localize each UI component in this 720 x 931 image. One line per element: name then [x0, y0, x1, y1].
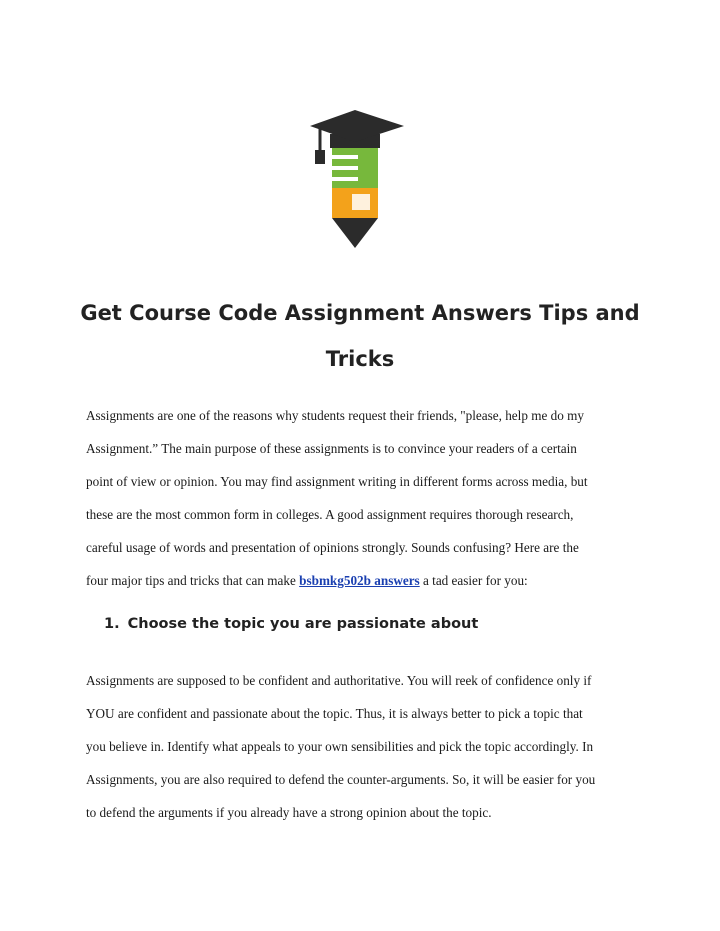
title-line-1: Get Course Code Assignment Answers Tips and: [80, 301, 640, 325]
section-paragraph: [86, 664, 646, 829]
title-line-2: Tricks: [325, 347, 395, 371]
section-heading-text: Choose the topic you are passionate about: [127, 616, 479, 632]
text-line: to defend the arguments if you already have a strong opinion about the topic.: [86, 805, 492, 820]
section-heading: [104, 616, 478, 632]
text-line: Assignment.” The main purpose of these assignments is to convince your readers of a certain: [86, 441, 577, 456]
graduation-cap-pencil-books-icon: [290, 100, 430, 260]
logo: [290, 100, 430, 260]
text-line: these are the most common form in colleges. A good assignment requires thorough research,: [86, 507, 574, 522]
text-line: [86, 564, 646, 597]
intro-paragraph: [86, 399, 646, 597]
bsbmkg502b-answers-link[interactable]: bsbmkg502b answers: [299, 573, 420, 588]
section-number: 1.: [104, 616, 120, 632]
text-line: Assignments are supposed to be confident and authoritative. You will reek of confidence only if: [86, 673, 592, 688]
text-segment: a tad easier for you:: [419, 573, 528, 588]
page-title: [60, 290, 660, 382]
text-line: Assignments, you are also required to defend the counter-arguments. So, it will be easier for you: [86, 772, 596, 787]
text-line: Assignments are one of the reasons why students request their friends, "please, help me do my: [86, 408, 584, 423]
text-line: careful usage of words and presentation of opinions strongly. Sounds confusing? Here are the: [86, 540, 579, 555]
text-line: you believe in. Identify what appeals to your own sensibilities and pick the topic accordingly. In: [86, 739, 594, 754]
text-line: YOU are confident and passionate about the topic. Thus, it is always better to pick a topic that: [86, 706, 583, 721]
text-segment: four major tips and tricks that can make: [86, 573, 300, 588]
text-line: point of view or opinion. You may find assignment writing in different forms across media, but: [86, 474, 588, 489]
